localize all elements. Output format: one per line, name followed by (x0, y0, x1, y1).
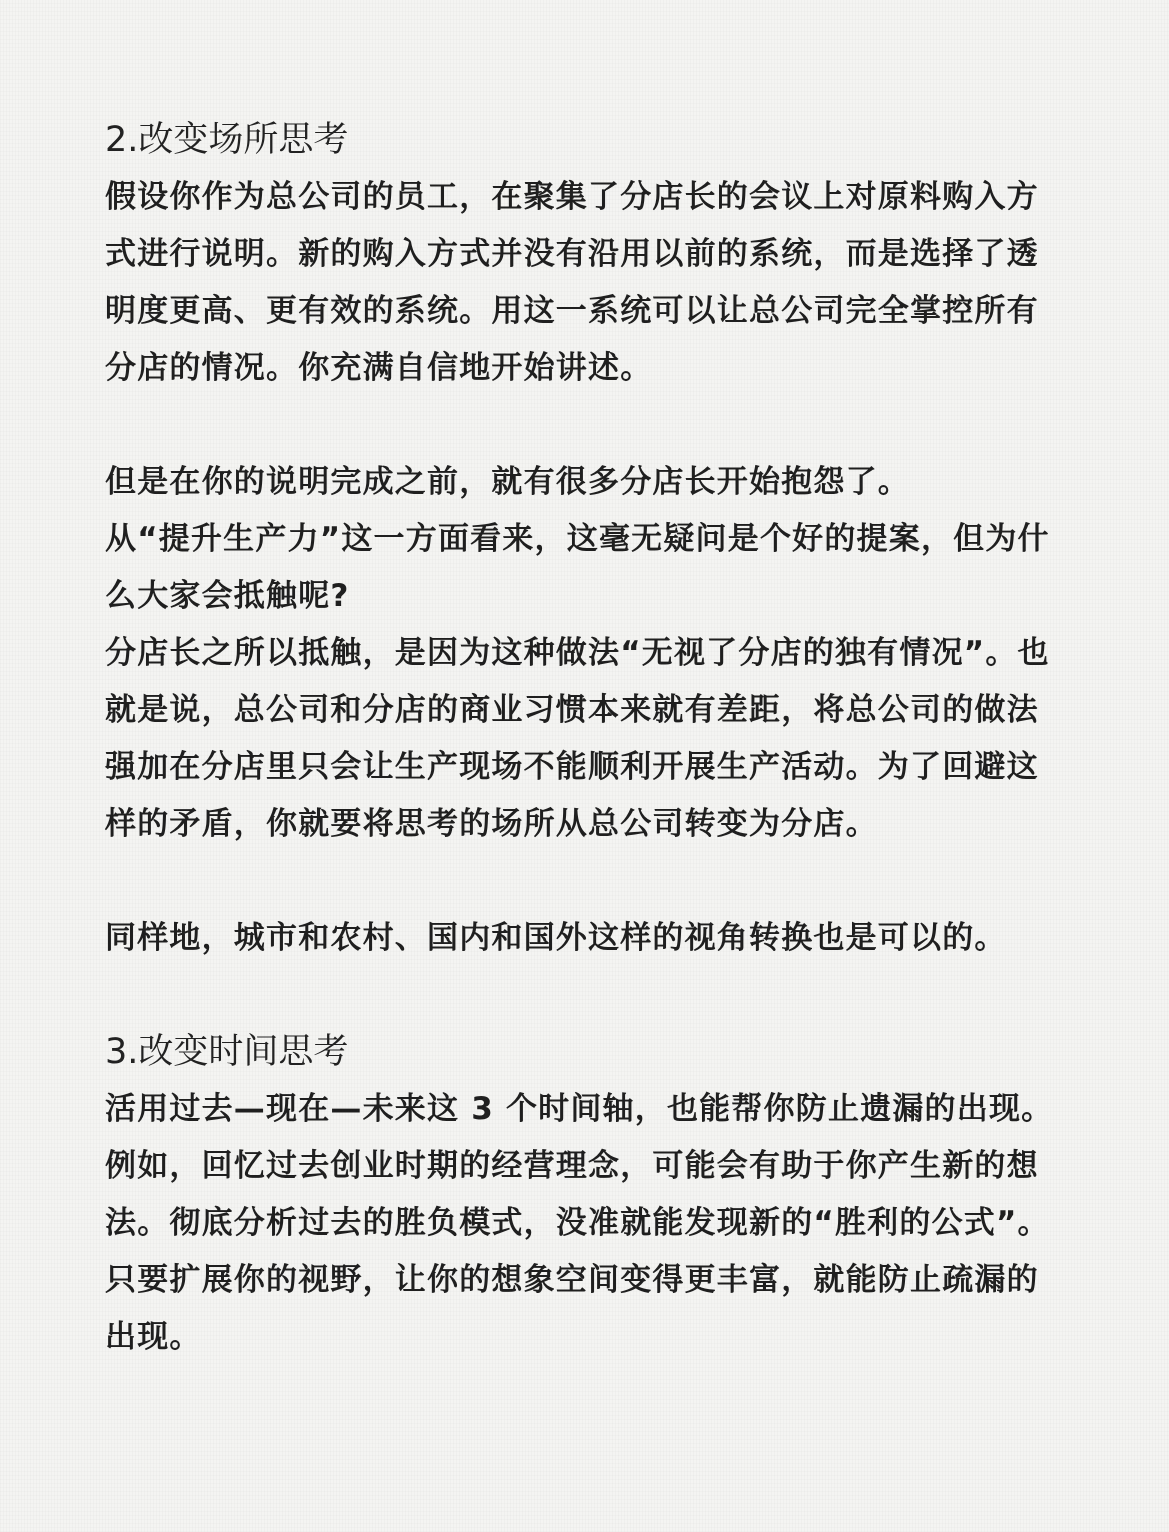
paragraph-spacer (105, 853, 1065, 910)
paragraph: 同样地，城市和农村、国内和国外这样的视角转换也是可以的。 (105, 920, 1007, 956)
paragraph: 只要扩展你的视野，让你的想象空间变得更丰富，就能防止疏漏的出现。 (105, 1262, 1039, 1355)
article-body (105, 112, 1065, 1366)
section-change-place (105, 112, 1065, 1024)
paragraph: 但是在你的说明完成之前，就有很多分店长开始抱怨了。 (105, 464, 910, 500)
paragraph-spacer (105, 967, 1065, 1024)
paragraph: 例如，回忆过去创业时期的经营理念，可能会有助于你产生新的想法。彻底分析过去的胜负模式，没准就能发现新的“胜利的公式”。 (105, 1148, 1050, 1241)
paragraph: 假设你作为总公司的员工，在聚集了分店长的会议上对原料购入方式进行说明。新的购入方式并没有沿用以前的系统，而是选择了透明度更高、更有效的系统。用这一系统可以让总公司完全掌控所有分店的情况。你充满自信地开始讲述。 (105, 179, 1039, 386)
section-change-time (105, 1024, 1065, 1366)
section-heading: 3.改变时间思考 (105, 1032, 349, 1072)
paragraph: 从“提升生产力”这一方面看来，这毫无疑问是个好的提案，但为什么大家会抵触呢? (105, 521, 1050, 614)
section-heading: 2.改变场所思考 (105, 120, 349, 160)
paragraph: 活用过去—现在—未来这 3 个时间轴，也能帮你防止遗漏的出现。 (105, 1091, 1054, 1127)
paragraph-spacer (105, 397, 1065, 454)
paragraph: 分店长之所以抵触，是因为这种做法“无视了分店的独有情况”。也就是说，总公司和分店的商业习惯本来就有差距，将总公司的做法强加在分店里只会让生产现场不能顺利开展生产活动。为了回避这样的矛盾，你就要将思考的场所从总公司转变为分店。 (105, 635, 1050, 842)
